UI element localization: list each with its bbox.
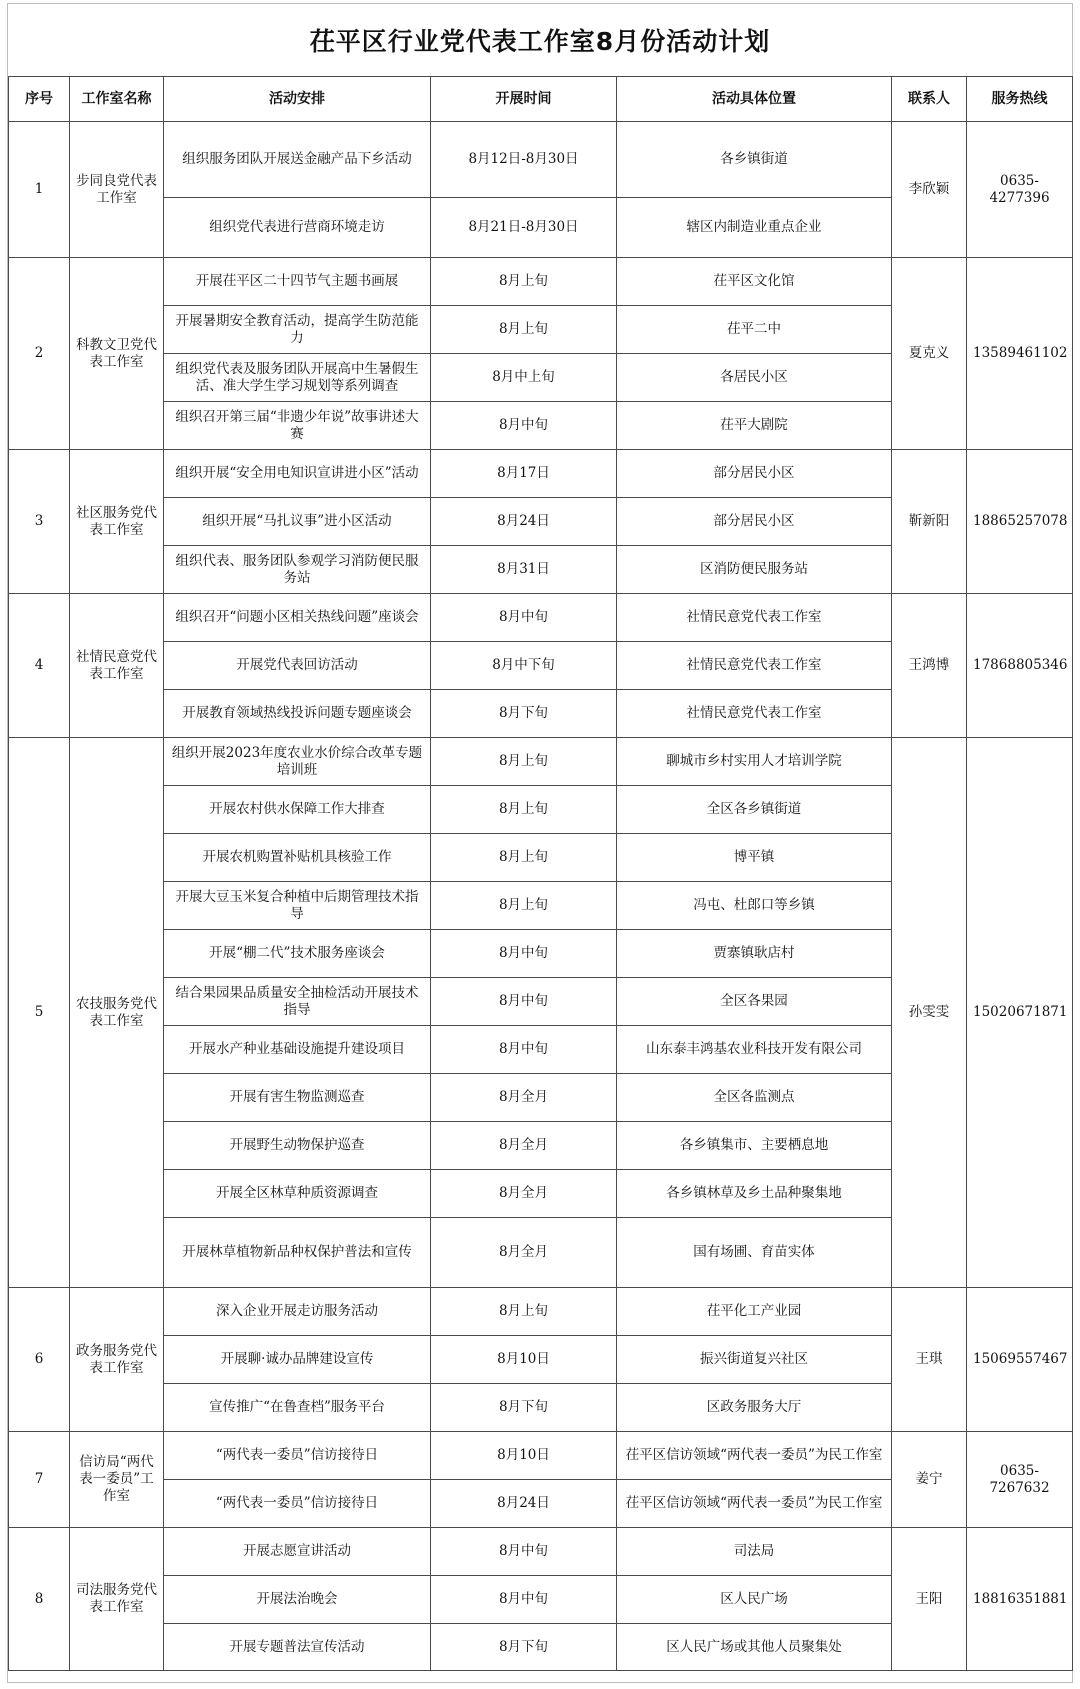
- activity-cell: 开展农村供水保障工作大排查: [164, 786, 431, 834]
- time-cell: 8月上旬: [431, 1288, 617, 1336]
- location-cell: 各乡镇集市、主要栖息地: [617, 1122, 892, 1170]
- location-cell: 各居民小区: [617, 354, 892, 402]
- time-cell: 8月中上旬: [431, 354, 617, 402]
- location-cell: 区人民广场或其他人员聚集处: [617, 1624, 892, 1671]
- time-cell: 8月21日-8月30日: [431, 198, 617, 258]
- location-cell: 全区各监测点: [617, 1074, 892, 1122]
- header-location: 活动具体位置: [617, 77, 892, 122]
- activity-cell: 组织开展2023年度农业水价综合改革专题培训班: [164, 738, 431, 786]
- time-cell: 8月上旬: [431, 306, 617, 354]
- contact-person: 孙雯雯: [892, 738, 967, 1288]
- activity-cell: 开展农机购置补贴机具核验工作: [164, 834, 431, 882]
- activity-cell: “两代表一委员”信访接待日: [164, 1480, 431, 1528]
- activity-cell: 开展全区林草种质资源调查: [164, 1170, 431, 1218]
- activity-cell: 开展党代表回访活动: [164, 642, 431, 690]
- contact-person: 靳新阳: [892, 450, 967, 594]
- header-studio-name: 工作室名称: [70, 77, 164, 122]
- location-cell: 区人民广场: [617, 1576, 892, 1624]
- header-contact: 联系人: [892, 77, 967, 122]
- time-cell: 8月全月: [431, 1218, 617, 1288]
- contact-person: 李欣颖: [892, 122, 967, 258]
- activity-cell: 开展茌平区二十四节气主题书画展: [164, 258, 431, 306]
- activity-cell: 开展林草植物新品种权保护普法和宣传: [164, 1218, 431, 1288]
- location-cell: 社情民意党代表工作室: [617, 594, 892, 642]
- location-cell: 茌平区信访领域“两代表一委员”为民工作室: [617, 1432, 892, 1480]
- time-cell: 8月全月: [431, 1122, 617, 1170]
- activity-cell: 开展水产种业基础设施提升建设项目: [164, 1026, 431, 1074]
- location-cell: 部分居民小区: [617, 450, 892, 498]
- activity-cell: 开展“棚二代”技术服务座谈会: [164, 930, 431, 978]
- studio-name: 社区服务党代表工作室: [70, 450, 164, 594]
- service-hotline: 15020671871: [967, 738, 1073, 1288]
- activity-cell: 开展法治晚会: [164, 1576, 431, 1624]
- time-cell: 8月中旬: [431, 930, 617, 978]
- table-row: [9, 1432, 1073, 1480]
- activity-plan-table: [8, 76, 1073, 1671]
- time-cell: 8月上旬: [431, 786, 617, 834]
- studio-index: 5: [9, 738, 70, 1288]
- location-cell: 振兴街道复兴社区: [617, 1336, 892, 1384]
- contact-person: 王琪: [892, 1288, 967, 1432]
- header-time: 开展时间: [431, 77, 617, 122]
- activity-cell: 开展教育领域热线投诉问题专题座谈会: [164, 690, 431, 738]
- activity-cell: 结合果园果品质量安全抽检活动开展技术指导: [164, 978, 431, 1026]
- location-cell: 茌平化工产业园: [617, 1288, 892, 1336]
- table-row: [9, 450, 1073, 498]
- studio-name: 政务服务党代表工作室: [70, 1288, 164, 1432]
- document-frame: [7, 3, 1073, 1683]
- time-cell: 8月上旬: [431, 882, 617, 930]
- time-cell: 8月上旬: [431, 258, 617, 306]
- time-cell: 8月中旬: [431, 402, 617, 450]
- studio-index: 4: [9, 594, 70, 738]
- table-body: [9, 122, 1073, 1671]
- time-cell: 8月中下旬: [431, 642, 617, 690]
- time-cell: 8月17日: [431, 450, 617, 498]
- activity-cell: 组织党代表及服务团队开展高中生暑假生活、准大学生学习规划等系列调查: [164, 354, 431, 402]
- header-activity: 活动安排: [164, 77, 431, 122]
- activity-cell: 组织召开“问题小区相关热线问题”座谈会: [164, 594, 431, 642]
- contact-person: 王鸿博: [892, 594, 967, 738]
- location-cell: 司法局: [617, 1528, 892, 1576]
- service-hotline: 17868805346: [967, 594, 1073, 738]
- table-row: [9, 1528, 1073, 1576]
- service-hotline: 18865257078: [967, 450, 1073, 594]
- studio-name: 信访局“两代表一委员”工作室: [70, 1432, 164, 1528]
- location-cell: 聊城市乡村实用人才培训学院: [617, 738, 892, 786]
- activity-cell: 深入企业开展走访服务活动: [164, 1288, 431, 1336]
- time-cell: 8月中旬: [431, 594, 617, 642]
- document-title: 茌平区行业党代表工作室8月份活动计划: [309, 27, 771, 56]
- time-cell: 8月全月: [431, 1074, 617, 1122]
- table-row: [9, 594, 1073, 642]
- time-cell: 8月上旬: [431, 834, 617, 882]
- activity-cell: 开展野生动物保护巡查: [164, 1122, 431, 1170]
- location-cell: 茌平二中: [617, 306, 892, 354]
- studio-name: 农技服务党代表工作室: [70, 738, 164, 1288]
- service-hotline: 13589461102: [967, 258, 1073, 450]
- activity-cell: 开展大豆玉米复合种植中后期管理技术指导: [164, 882, 431, 930]
- studio-index: 8: [9, 1528, 70, 1671]
- activity-cell: 组织开展“安全用电知识宣讲进小区”活动: [164, 450, 431, 498]
- location-cell: 社情民意党代表工作室: [617, 642, 892, 690]
- time-cell: 8月中旬: [431, 978, 617, 1026]
- activity-cell: 组织召开第三届“非遗少年说”故事讲述大赛: [164, 402, 431, 450]
- location-cell: 博平镇: [617, 834, 892, 882]
- time-cell: 8月24日: [431, 498, 617, 546]
- service-hotline: 15069557467: [967, 1288, 1073, 1432]
- time-cell: 8月12日-8月30日: [431, 122, 617, 198]
- contact-person: 姜宁: [892, 1432, 967, 1528]
- location-cell: 茌平区文化馆: [617, 258, 892, 306]
- location-cell: 冯屯、杜郎口等乡镇: [617, 882, 892, 930]
- time-cell: 8月中旬: [431, 1528, 617, 1576]
- time-cell: 8月10日: [431, 1336, 617, 1384]
- header-hotline: 服务热线: [967, 77, 1073, 122]
- studio-index: 3: [9, 450, 70, 594]
- contact-person: 王阳: [892, 1528, 967, 1671]
- location-cell: 各乡镇林草及乡土品种聚集地: [617, 1170, 892, 1218]
- activity-cell: 开展有害生物监测巡查: [164, 1074, 431, 1122]
- studio-name: 步同良党代表工作室: [70, 122, 164, 258]
- service-hotline: 0635-7267632: [967, 1432, 1073, 1528]
- time-cell: 8月中旬: [431, 1576, 617, 1624]
- location-cell: 社情民意党代表工作室: [617, 690, 892, 738]
- location-cell: 部分居民小区: [617, 498, 892, 546]
- header-index: 序号: [9, 77, 70, 122]
- table-row: [9, 738, 1073, 786]
- studio-name: 社情民意党代表工作室: [70, 594, 164, 738]
- service-hotline: 0635-4277396: [967, 122, 1073, 258]
- activity-cell: 组织服务团队开展送金融产品下乡活动: [164, 122, 431, 198]
- activity-cell: 宣传推广“在鲁查档”服务平台: [164, 1384, 431, 1432]
- location-cell: 全区各乡镇街道: [617, 786, 892, 834]
- location-cell: 山东泰丰鸿基农业科技开发有限公司: [617, 1026, 892, 1074]
- time-cell: 8月10日: [431, 1432, 617, 1480]
- location-cell: 茌平区信访领域“两代表一委员”为民工作室: [617, 1480, 892, 1528]
- studio-index: 1: [9, 122, 70, 258]
- contact-person: 夏克义: [892, 258, 967, 450]
- header-row: [9, 77, 1073, 122]
- location-cell: 全区各果园: [617, 978, 892, 1026]
- studio-name: 司法服务党代表工作室: [70, 1528, 164, 1671]
- time-cell: 8月24日: [431, 1480, 617, 1528]
- table-row: [9, 122, 1073, 198]
- studio-index: 6: [9, 1288, 70, 1432]
- activity-cell: 组织代表、服务团队参观学习消防便民服务站: [164, 546, 431, 594]
- activity-cell: 开展志愿宣讲活动: [164, 1528, 431, 1576]
- activity-cell: 开展专题普法宣传活动: [164, 1624, 431, 1671]
- time-cell: 8月下旬: [431, 690, 617, 738]
- studio-index: 2: [9, 258, 70, 450]
- location-cell: 区消防便民服务站: [617, 546, 892, 594]
- activity-cell: 开展暑期安全教育活动，提高学生防范能力: [164, 306, 431, 354]
- location-cell: 区政务服务大厅: [617, 1384, 892, 1432]
- time-cell: 8月下旬: [431, 1624, 617, 1671]
- time-cell: 8月上旬: [431, 738, 617, 786]
- table-row: [9, 1288, 1073, 1336]
- studio-index: 7: [9, 1432, 70, 1528]
- activity-cell: 开展聊·诚办品牌建设宣传: [164, 1336, 431, 1384]
- activity-cell: 组织开展“马扎议事”进小区活动: [164, 498, 431, 546]
- activity-cell: “两代表一委员”信访接待日: [164, 1432, 431, 1480]
- time-cell: 8月全月: [431, 1170, 617, 1218]
- time-cell: 8月下旬: [431, 1384, 617, 1432]
- location-cell: 各乡镇街道: [617, 122, 892, 198]
- time-cell: 8月31日: [431, 546, 617, 594]
- service-hotline: 18816351881: [967, 1528, 1073, 1671]
- location-cell: 辖区内制造业重点企业: [617, 198, 892, 258]
- table-row: [9, 258, 1073, 306]
- studio-name: 科教文卫党代表工作室: [70, 258, 164, 450]
- activity-cell: 组织党代表进行营商环境走访: [164, 198, 431, 258]
- time-cell: 8月中旬: [431, 1026, 617, 1074]
- location-cell: 茌平大剧院: [617, 402, 892, 450]
- location-cell: 贾寨镇耿店村: [617, 930, 892, 978]
- location-cell: 国有场圃、育苗实体: [617, 1218, 892, 1288]
